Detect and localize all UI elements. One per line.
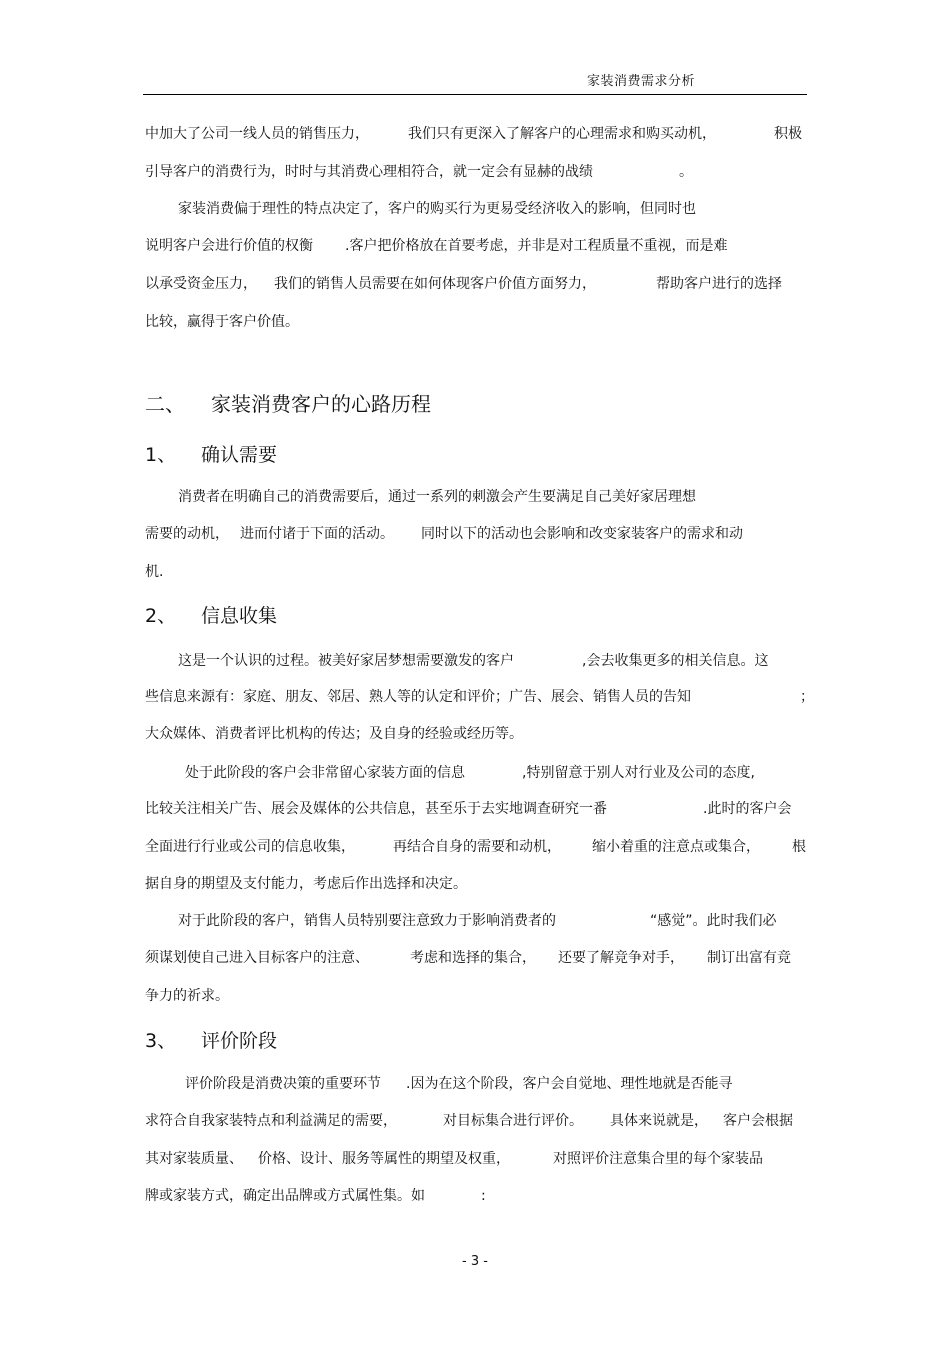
text-line: 消费者在明确自己的消费需要后，通过一系列的刺激会产生要满足自己美好家居理想 — [178, 489, 696, 505]
page-number: - 3 - — [462, 1254, 488, 1269]
text-line: .此时的客户会 — [703, 801, 792, 817]
subsection-number: 3、 — [145, 1030, 177, 1052]
text-line: 大众媒体、消费者评比机构的传达；及自身的经验或经历等。 — [145, 726, 523, 742]
text-line: 比较关注相关广告、展会及媒体的公共信息，甚至乐于去实地调查研究一番 — [145, 801, 607, 817]
text-line: 其对家装质量、 — [145, 1151, 243, 1167]
text-line: “感觉”。此时我们必 — [650, 913, 777, 929]
text-line: 对目标集合进行评价。 — [443, 1113, 583, 1129]
text-line: 说明客户会进行价值的权衡 — [145, 238, 313, 254]
text-line: 处于此阶段的客户会非常留心家装方面的信息 — [185, 765, 465, 781]
subsection-title: 确认需要 — [201, 444, 278, 466]
subsection-title: 评价阶段 — [201, 1030, 278, 1052]
section-title: 家装消费客户的心路历程 — [211, 392, 431, 416]
text-line: 比较，赢得于客户价值。 — [145, 314, 299, 330]
text-line: 制订出富有竞 — [707, 950, 791, 966]
text-line: 中加大了公司一线人员的销售压力， — [145, 126, 369, 142]
text-line: ,会去收集更多的相关信息。这 — [582, 653, 769, 669]
text-line: 进而付诸于下面的活动。 — [240, 526, 394, 542]
header-title: 家装消费需求分析 — [586, 74, 695, 89]
text-line: 牌或家装方式，确定出品牌或方式属性集。如 — [145, 1188, 425, 1204]
text-line: 对于此阶段的客户，销售人员特别要注意致力于影响消费者的 — [178, 913, 556, 929]
text-line: 以承受资金压力， — [145, 276, 257, 292]
text-line: 机. — [145, 564, 164, 580]
text-line: 客户会根据 — [723, 1113, 793, 1129]
text-line: 对照评价注意集合里的每个家装品 — [553, 1151, 763, 1167]
text-line: 引导客户的消费行为，时时与其消费心理相符合，就一定会有显赫的战绩 — [145, 164, 593, 180]
text-line: 价格、设计、服务等属性的期望及权重， — [258, 1151, 510, 1167]
text-line: 我们的销售人员需要在如何体现客户价值方面努力， — [274, 276, 596, 292]
text-line: 再结合自身的需要和动机， — [393, 839, 561, 855]
text-line: 根 — [792, 839, 806, 855]
subsection-number: 2、 — [145, 605, 177, 627]
text-line: 还要了解竞争对手， — [558, 950, 684, 966]
text-line: 需要的动机， — [145, 526, 229, 542]
text-line: 同时以下的活动也会影响和改变家装客户的需求和动 — [421, 526, 743, 542]
text-line: .因为在这个阶段，客户会自觉地、理性地就是否能寻 — [406, 1076, 733, 1092]
text-line: 这是一个认识的过程。被美好家居梦想需要激发的客户 — [178, 653, 514, 669]
subsection-title: 信息收集 — [201, 605, 278, 627]
page-header — [143, 74, 807, 94]
text-line: 家装消费偏于理性的特点决定了，客户的购买行为更易受经济收入的影响，但同时也 — [178, 201, 696, 217]
text-line: 争力的祈求。 — [145, 988, 229, 1004]
text-line: : — [481, 1188, 486, 1204]
text-line: .客户把价格放在首要考虑，并非是对工程质量不重视，而是难 — [345, 238, 728, 254]
text-line: 我们只有更深入了解客户的心理需求和购买动机， — [408, 126, 716, 142]
subsection-number: 1、 — [145, 444, 177, 466]
text-line: 据自身的期望及支付能力，考虑后作出选择和决定。 — [145, 876, 467, 892]
text-line: 。 — [679, 164, 693, 180]
text-line: 些信息来源有：家庭、朋友、邻居、熟人等的认定和评价；广告、展会、销售人员的告知 — [145, 689, 691, 705]
header-divider — [143, 94, 807, 95]
text-line: 考虑和选择的集合， — [410, 950, 536, 966]
text-line: 须谋划使自己进入目标客户的注意、 — [145, 950, 369, 966]
text-line: 帮助客户进行的选择 — [656, 276, 782, 292]
text-line: 具体来说就是， — [610, 1113, 708, 1129]
text-line: ； — [800, 689, 814, 705]
text-line: 积极 — [774, 126, 802, 142]
text-line: 求符合自我家装特点和利益满足的需要， — [145, 1113, 397, 1129]
text-line: 评价阶段是消费决策的重要环节 — [185, 1076, 381, 1092]
text-line: 全面进行行业或公司的信息收集， — [145, 839, 355, 855]
text-line: 缩小着重的注意点或集合， — [592, 839, 760, 855]
text-line: ,特别留意于别人对行业及公司的态度, — [522, 765, 755, 781]
section-number: 二、 — [145, 392, 185, 416]
